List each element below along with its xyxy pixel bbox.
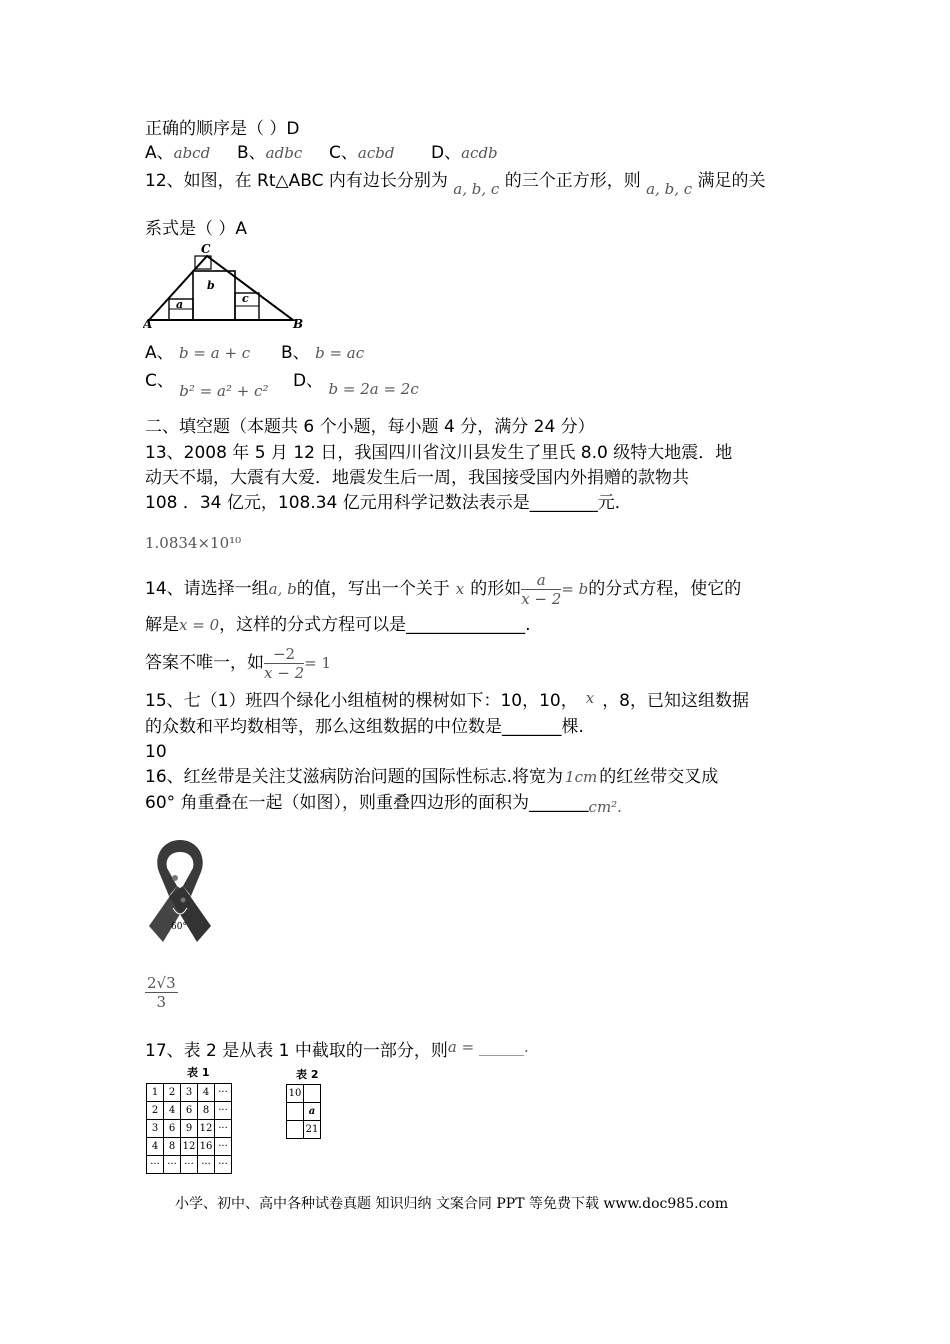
table-row: 2 4 6 8 ··· [147,1102,232,1120]
q12-option-c: C、 b² = a² + c² [145,371,269,400]
table-2 [286,1084,321,1139]
q13-line3: 108 ．34 亿元，108.34 亿元用科学记数法表示是________元． [145,493,632,513]
q16-answer-fraction: $\frac{2√3}{3}$ [147,974,176,1011]
q13-answer: 1.0834×10¹⁰ [145,534,242,552]
q14-answer-fraction: $\frac{-2}{x - 2}$ [264,644,305,682]
table-row: a [287,1103,321,1121]
q14-line2: 解是x = 0，这样的分式方程可以是______________. [145,615,531,635]
ribbon-angle-label: 60° [171,922,187,932]
label-a: a [176,298,184,311]
q16-line1: 16、红丝带是关注艾滋病防治问题的国际性标志.将宽为 1cm 的红丝带交叉成 [145,767,719,787]
q13-line1: 13、2008 年 5 月 12 日，我国四川省汶川县发生了里氏 8.0 级特大地震．地 [145,443,733,463]
q12-option-d: D、 b = 2a = 2c [293,371,419,398]
table-row: 1 2 3 4 ··· [147,1084,232,1102]
q11-stem: 正确的顺序是（ ）D [145,119,300,139]
q14-answer: 答案不唯一，如 $\frac{-2}{x - 2}$ = 1 [145,644,331,682]
table-row: 4 8 12 16 ··· [147,1138,232,1156]
q11-option-d: D、acdb [431,143,498,163]
q12-option-b: B、 b = ac [281,343,365,363]
q11-option-b: B、adbc [237,143,303,163]
label-C: C [201,242,211,256]
q12-line2: 系式是（ ）A [145,219,248,239]
table-row: 3 6 9 12 ··· [147,1120,232,1138]
q12-options-row2 [145,370,419,400]
red-ribbon-figure [145,838,215,948]
q12-line1: 12、如图，在 Rt△ABC 内有边长分别为 a, b, c 的三个正方形，则 a, b, c 满足的关 [145,171,766,198]
section-2-heading: 二、填空题（本题共 6 个小题，每小题 4 分，满分 24 分） [145,417,595,437]
label-B: B [293,317,304,330]
q15-answer: 10 [145,742,167,762]
q12-option-a: A、 b = a + c [145,343,251,363]
q11-option-a: A、abcd [145,143,211,163]
q12-options-row1 [145,342,364,364]
q12-triangle-figure [143,242,308,330]
q13-line2: 动天不塌，大震有大爱．地震发生后一周，我国接受国内外捐赠的款物共 [145,468,689,488]
table-row: 21 [287,1121,321,1139]
table-2-title: 表 2 [296,1068,319,1081]
q15-line2: 的众数和平均数相等，那么这组数据的中位数是_______棵. [145,717,584,737]
q17-line: 17、表 2 是从表 1 中截取的一部分，则a = ______. [145,1038,529,1061]
label-A: A [143,317,153,330]
q11-options [145,142,498,164]
label-b: b [207,279,215,292]
q14-line1: 14、请选择一组a, b的值，写出一个关于 x 的形如 $\frac{a}{x - 2}$ = b的分式方程，使它的 [145,570,742,608]
label-c: c [242,292,249,305]
table-1 [146,1083,232,1174]
table-row: 10 [287,1085,321,1103]
table-row: ··· ··· ··· ··· ··· [147,1156,232,1174]
q16-line2: 60° 角重叠在一起（如图），则重叠四边形的面积为_______cm². [145,793,622,816]
table-1-title: 表 1 [187,1066,210,1079]
q14-fraction: $\frac{a}{x - 2}$ [521,570,562,608]
page-footer: 小学、初中、高中各种试卷真题 知识归纳 文案合同 PPT 等免费下载 www.doc985.com [175,1196,729,1212]
q15-line1: 15、七（1）班四个绿化小组植树的棵树如下：10，10， x ，8，已知这组数据 [145,689,750,711]
q16-answer [145,974,178,1011]
q11-option-c: C、acbd [329,143,395,163]
